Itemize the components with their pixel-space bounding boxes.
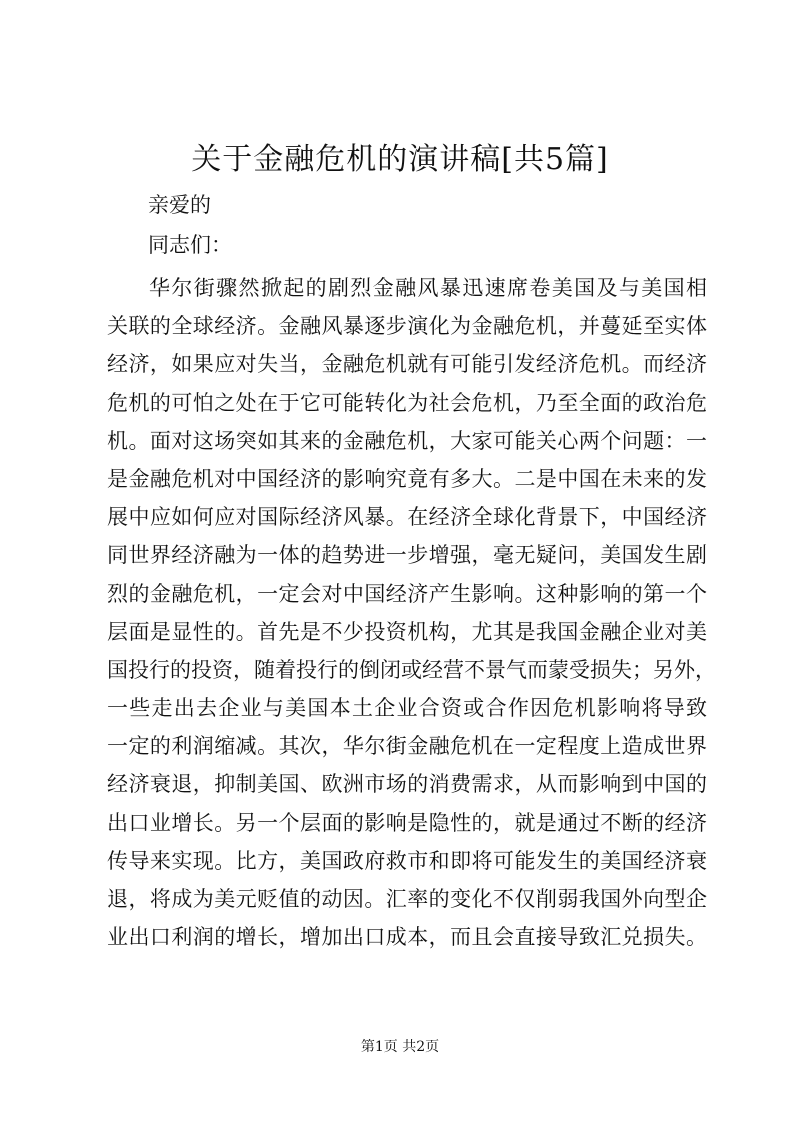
body-line: 是金融危机对中国经济的影响究竟有多大。二是中国在未来的发: [107, 466, 707, 491]
body-line: 国投行的投资，随着投行的倒闭或经营不景气而蒙受损失；另外，: [107, 657, 716, 682]
body-line: 层面是显性的。首先是不少投资机构，尤其是我国金融企业对美: [107, 619, 707, 644]
body-line: 传导来实现。比方，美国政府救市和即将可能发生的美国经济衰: [107, 848, 707, 873]
body-line: 华尔街骤然掀起的剧烈金融风暴迅速席卷美国及与美国相: [149, 276, 707, 300]
body-line: 出口业增长。另一个层面的影响是隐性的，就是通过不断的经济: [107, 810, 707, 835]
body-paragraph: [107, 269, 716, 956]
document-title: 关于金融危机的演讲稿[共5篇]: [191, 142, 609, 177]
body-line: 业出口利润的增长，增加出口成本，而且会直接导致汇兑损失。: [107, 925, 707, 950]
body-line: 经济衰退，抑制美国、欧洲市场的消费需求，从而影响到中国的: [107, 772, 707, 797]
body-line: 同世界经济融为一体的趋势进一步增强，毫无疑问，美国发生剧: [107, 543, 707, 568]
body-line: 机。面对这场突如其来的金融危机，大家可能关心两个问题：一: [107, 428, 707, 453]
body-line: 经济，如果应对失当，金融危机就有可能引发经济危机。而经济: [107, 352, 707, 377]
body-line: 展中应如何应对国际经济风暴。在经济全球化背景下，中国经济: [107, 505, 707, 530]
body-line: 关联的全球经济。金融风暴逐步演化为金融危机，并蔓延至实体: [107, 314, 707, 339]
body-line: 退，将成为美元贬值的动因。汇率的变化不仅削弱我国外向型企: [107, 887, 707, 911]
body-line: 一些走出去企业与美国本土企业合资或合作因危机影响将导致: [107, 696, 707, 721]
page-footer: 第1页 共2页: [360, 1039, 440, 1055]
body-line: 一定的利润缩减。其次，华尔街金融危机在一定程度上造成世界: [107, 734, 707, 759]
body-line: 烈的金融危机，一定会对中国经济产生影响。这种影响的第一个: [107, 581, 707, 606]
greeting-line-2: 同志们：: [148, 233, 232, 257]
body-line: 危机的可怕之处在于它可能转化为社会危机，乃至全面的政治危: [107, 390, 707, 415]
greeting-line-1: 亲爱的: [148, 193, 211, 217]
